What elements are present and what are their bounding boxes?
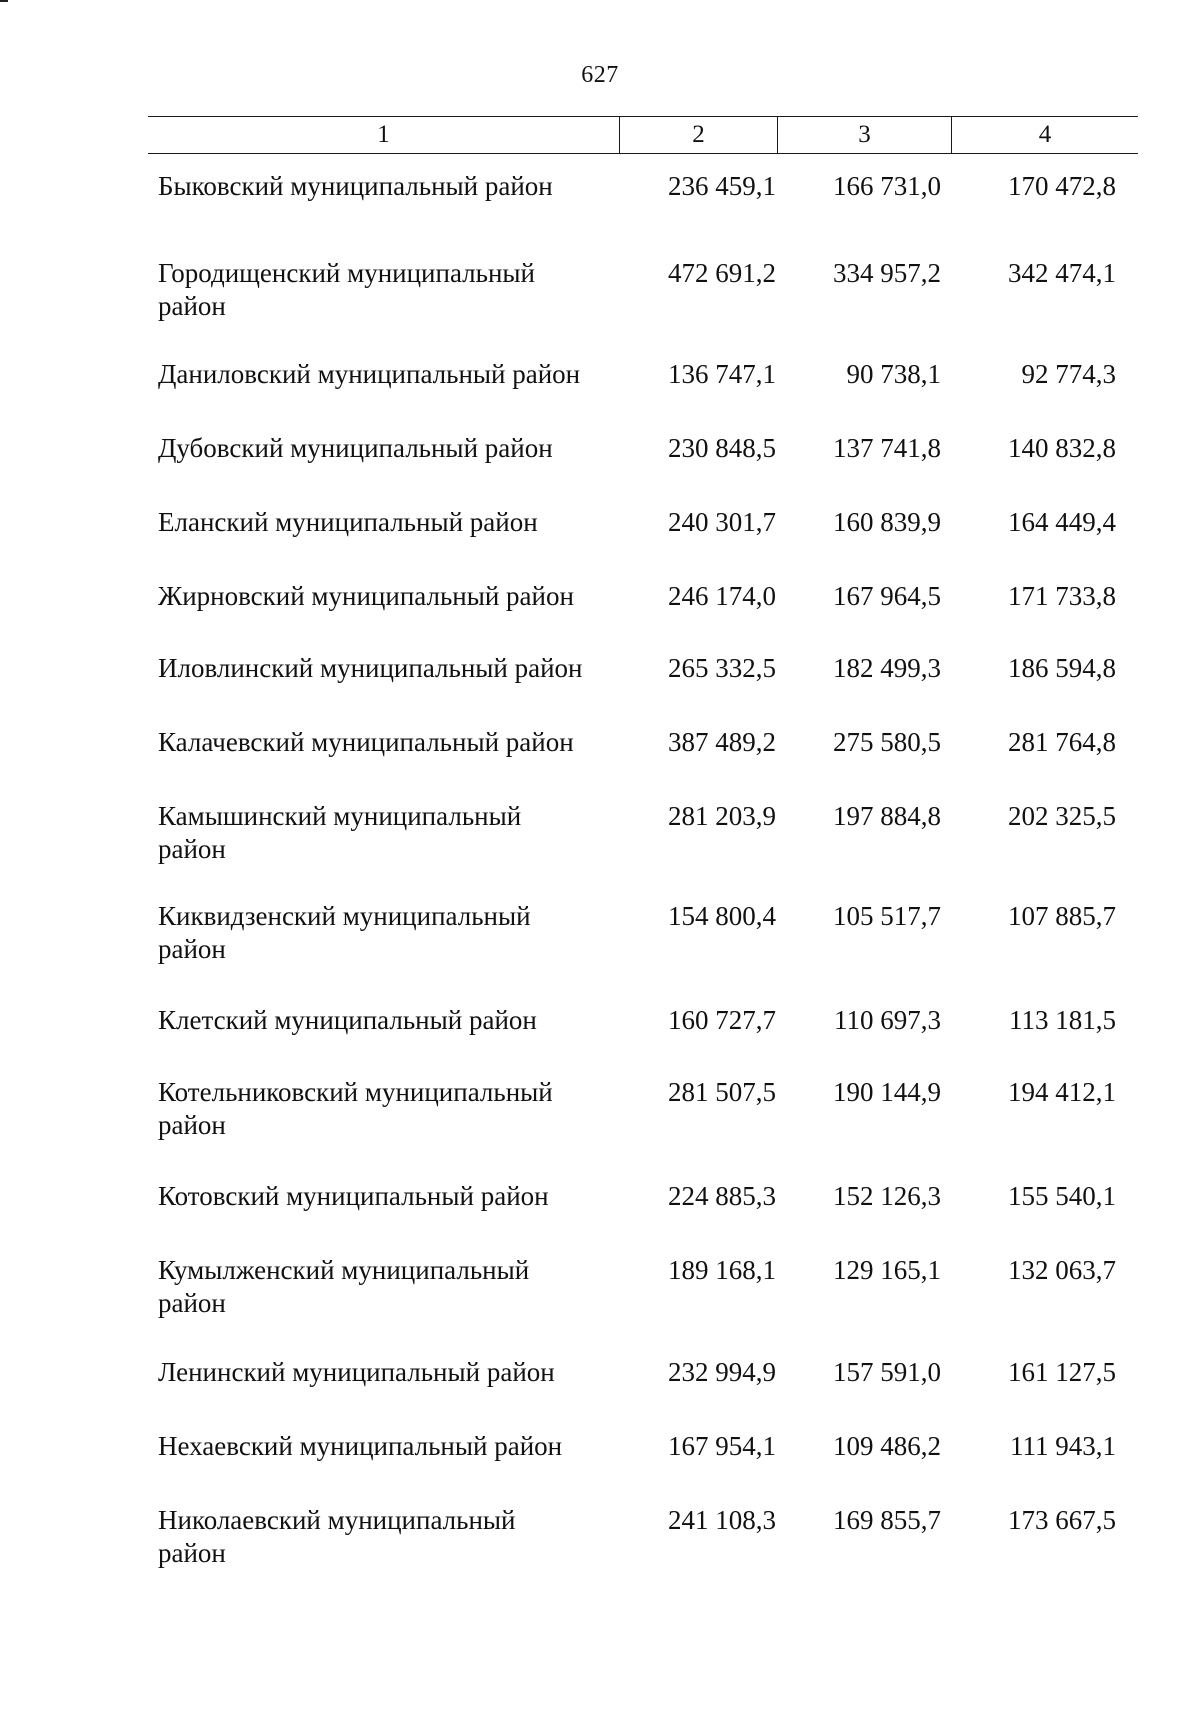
table-row xyxy=(158,1076,1118,1142)
header-col-2: 2 xyxy=(620,117,778,153)
value-col-4: 281 764,8 xyxy=(1008,727,1116,757)
value-col-2: 265 332,5 xyxy=(668,653,776,683)
district-name: Котовский муниципальный район xyxy=(158,1181,549,1211)
value-col-3: 166 731,0 xyxy=(833,171,941,201)
value-col-3: 334 957,2 xyxy=(833,258,941,288)
table-header xyxy=(148,116,1138,154)
district-name: Еланский муниципальный район xyxy=(158,507,538,537)
district-name: Клетский муниципальный район xyxy=(158,1005,537,1035)
table-row xyxy=(158,170,1118,236)
value-col-2: 167 954,1 xyxy=(668,1431,776,1461)
table-row xyxy=(158,1180,1118,1220)
table-row xyxy=(158,726,1118,766)
value-col-2: 230 848,5 xyxy=(668,433,776,463)
district-name: Иловлинский муниципальный район xyxy=(158,653,583,683)
scan-corner-mark xyxy=(0,0,8,2)
district-name: Дубовский муниципальный район xyxy=(158,433,553,463)
value-col-2: 154 800,4 xyxy=(668,901,776,931)
district-name: Калачевский муниципальный район xyxy=(158,727,574,757)
value-col-2: 387 489,2 xyxy=(668,727,776,757)
value-col-2: 241 108,3 xyxy=(668,1505,776,1535)
header-col-3: 3 xyxy=(778,117,952,153)
value-col-4: 140 832,8 xyxy=(1008,433,1116,463)
value-col-4: 111 943,1 xyxy=(1010,1431,1116,1461)
table-row xyxy=(158,506,1118,546)
value-col-3: 182 499,3 xyxy=(833,653,941,683)
table-row xyxy=(158,800,1118,866)
table-row xyxy=(158,1254,1118,1320)
value-col-4: 164 449,4 xyxy=(1008,507,1116,537)
district-name: Нехаевский муниципальный район xyxy=(158,1431,563,1461)
value-col-4: 342 474,1 xyxy=(1008,258,1116,288)
table-row xyxy=(158,432,1118,472)
value-col-3: 275 580,5 xyxy=(833,727,941,757)
value-col-4: 161 127,5 xyxy=(1008,1357,1116,1387)
value-col-3: 197 884,8 xyxy=(833,801,941,831)
header-col-1: 1 xyxy=(148,117,620,153)
value-col-2: 246 174,0 xyxy=(668,581,776,611)
value-col-3: 190 144,9 xyxy=(833,1077,941,1107)
district-name: Киквидзенский муниципальный район xyxy=(158,901,531,964)
value-col-4: 170 472,8 xyxy=(1008,171,1116,201)
district-name: Ленинский муниципальный район xyxy=(158,1357,555,1387)
district-name: Городищенский муниципальный район xyxy=(158,258,535,321)
table-row xyxy=(158,900,1118,966)
table-row xyxy=(158,1356,1118,1396)
district-name: Жирновский муниципальный район xyxy=(158,581,574,611)
value-col-3: 105 517,7 xyxy=(833,901,941,931)
value-col-2: 472 691,2 xyxy=(668,258,776,288)
value-col-3: 110 697,3 xyxy=(834,1005,941,1035)
value-col-2: 236 459,1 xyxy=(668,171,776,201)
value-col-2: 232 994,9 xyxy=(668,1357,776,1387)
value-col-2: 281 203,9 xyxy=(668,801,776,831)
value-col-2: 240 301,7 xyxy=(668,507,776,537)
value-col-4: 113 181,5 xyxy=(1009,1005,1116,1035)
value-col-4: 107 885,7 xyxy=(1008,901,1116,931)
district-name: Николаевский муниципальный район xyxy=(158,1505,516,1568)
table-row xyxy=(158,358,1118,398)
district-name: Даниловский муниципальный район xyxy=(158,359,581,389)
value-col-2: 160 727,7 xyxy=(668,1005,776,1035)
value-col-4: 155 540,1 xyxy=(1008,1181,1116,1211)
page-number: 627 xyxy=(581,62,619,88)
table-row xyxy=(158,1004,1118,1044)
value-col-4: 171 733,8 xyxy=(1008,581,1116,611)
value-col-3: 90 738,1 xyxy=(846,359,941,389)
value-col-3: 157 591,0 xyxy=(833,1357,941,1387)
value-col-2: 189 168,1 xyxy=(668,1255,776,1285)
district-name: Кумылженский муниципальный район xyxy=(158,1255,530,1318)
value-col-4: 132 063,7 xyxy=(1008,1255,1116,1285)
value-col-3: 109 486,2 xyxy=(833,1431,941,1461)
value-col-3: 160 839,9 xyxy=(833,507,941,537)
value-col-3: 137 741,8 xyxy=(833,433,941,463)
value-col-2: 136 747,1 xyxy=(668,359,776,389)
table-row xyxy=(158,257,1118,323)
district-name: Быковский муниципальный район xyxy=(158,171,553,201)
value-col-3: 129 165,1 xyxy=(833,1255,941,1285)
value-col-2: 224 885,3 xyxy=(668,1181,776,1211)
header-col-4: 4 xyxy=(1038,121,1052,148)
value-col-4: 202 325,5 xyxy=(1008,801,1116,831)
value-col-4: 194 412,1 xyxy=(1008,1077,1116,1107)
value-col-3: 169 855,7 xyxy=(833,1505,941,1535)
value-col-4: 186 594,8 xyxy=(1008,653,1116,683)
value-col-4: 92 774,3 xyxy=(1021,359,1116,389)
table-row xyxy=(158,580,1118,620)
table-row xyxy=(158,1430,1118,1470)
district-name: Котельниковский муниципальный район xyxy=(158,1077,553,1140)
value-col-2: 281 507,5 xyxy=(668,1077,776,1107)
district-name: Камышинский муниципальный район xyxy=(158,801,522,864)
table-row xyxy=(158,652,1118,692)
value-col-3: 167 964,5 xyxy=(833,581,941,611)
value-col-3: 152 126,3 xyxy=(833,1181,941,1211)
value-col-4: 173 667,5 xyxy=(1008,1505,1116,1535)
table-row xyxy=(158,1504,1118,1570)
